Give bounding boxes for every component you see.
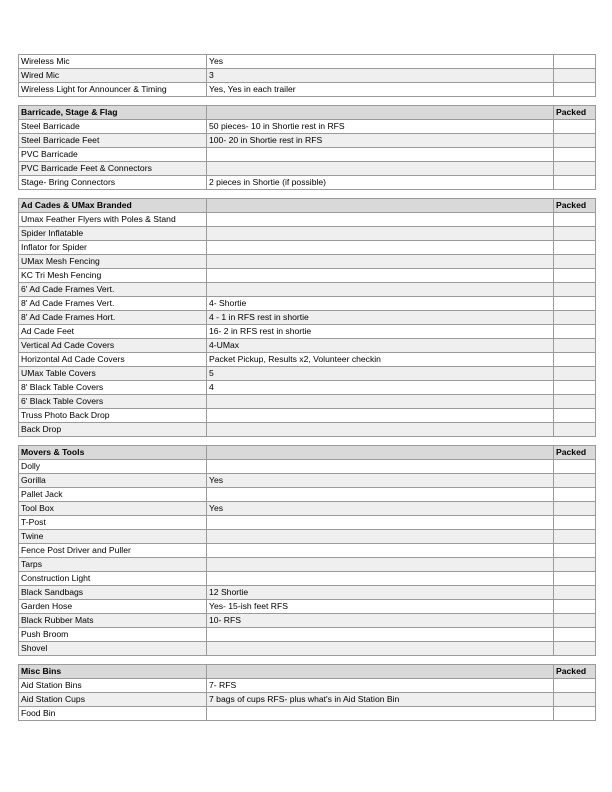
detail-cell: Yes- 15-ish feet RFS (207, 600, 554, 614)
packed-cell (554, 83, 596, 97)
item-cell: KC Tri Mesh Fencing (19, 269, 207, 283)
detail-cell (207, 227, 554, 241)
packed-cell (554, 516, 596, 530)
packed-cell (554, 586, 596, 600)
table-row (19, 600, 596, 614)
packed-cell (554, 642, 596, 656)
packed-cell (554, 628, 596, 642)
packed-cell (554, 423, 596, 437)
item-cell: 8' Black Table Covers (19, 381, 207, 395)
table-row (19, 227, 596, 241)
detail-cell: Yes, Yes in each trailer (207, 83, 554, 97)
section-header-blank (207, 199, 554, 213)
detail-cell (207, 283, 554, 297)
detail-cell: 12 Shortie (207, 586, 554, 600)
item-cell: UMax Mesh Fencing (19, 255, 207, 269)
item-cell: Black Sandbags (19, 586, 207, 600)
table-row (19, 409, 596, 423)
detail-cell (207, 213, 554, 227)
detail-cell (207, 148, 554, 162)
table-row (19, 83, 596, 97)
item-cell: Gorilla (19, 474, 207, 488)
item-cell: Fence Post Driver and Puller (19, 544, 207, 558)
packed-cell (554, 227, 596, 241)
table-row (19, 586, 596, 600)
section-header-row (19, 106, 596, 120)
packed-cell (554, 395, 596, 409)
table-row (19, 707, 596, 721)
packed-cell (554, 474, 596, 488)
detail-cell: 3 (207, 69, 554, 83)
table-row (19, 423, 596, 437)
packed-cell (554, 297, 596, 311)
section-title: Barricade, Stage & Flag (19, 106, 207, 120)
table-row (19, 395, 596, 409)
item-cell: T-Post (19, 516, 207, 530)
packed-cell (554, 693, 596, 707)
packed-cell (554, 213, 596, 227)
packed-cell (554, 311, 596, 325)
item-cell: UMax Table Covers (19, 367, 207, 381)
packed-column-header: Packed (554, 446, 596, 460)
table-row (19, 255, 596, 269)
table-row (19, 55, 596, 69)
packed-cell (554, 55, 596, 69)
item-cell: Wireless Mic (19, 55, 207, 69)
table-row (19, 460, 596, 474)
detail-cell (207, 241, 554, 255)
item-cell: Twine (19, 530, 207, 544)
table-row (19, 628, 596, 642)
table-row (19, 297, 596, 311)
table-row (19, 367, 596, 381)
table-row (19, 134, 596, 148)
table-row (19, 558, 596, 572)
item-cell: 6' Black Table Covers (19, 395, 207, 409)
table-row (19, 516, 596, 530)
table-row (19, 69, 596, 83)
detail-cell: 4 - 1 in RFS rest in shortie (207, 311, 554, 325)
spacer-cell (554, 97, 596, 106)
table-row (19, 339, 596, 353)
detail-cell: Yes (207, 55, 554, 69)
item-cell: Dolly (19, 460, 207, 474)
packed-cell (554, 69, 596, 83)
item-cell: 8' Ad Cade Frames Hort. (19, 311, 207, 325)
table-row (19, 311, 596, 325)
packed-cell (554, 558, 596, 572)
detail-cell: 100- 20 in Shortie rest in RFS (207, 134, 554, 148)
packed-cell (554, 614, 596, 628)
packed-cell (554, 134, 596, 148)
packed-cell (554, 502, 596, 516)
packed-cell (554, 162, 596, 176)
table-row (19, 488, 596, 502)
detail-cell (207, 530, 554, 544)
detail-cell: Yes (207, 502, 554, 516)
table-row (19, 502, 596, 516)
item-cell: Horizontal Ad Cade Covers (19, 353, 207, 367)
spacer-row (19, 97, 596, 106)
packed-cell (554, 707, 596, 721)
section-header-row (19, 446, 596, 460)
item-cell: Aid Station Cups (19, 693, 207, 707)
table-row (19, 614, 596, 628)
table-row (19, 213, 596, 227)
packed-cell (554, 367, 596, 381)
item-cell: PVC Barricade Feet & Connectors (19, 162, 207, 176)
spacer-row (19, 656, 596, 665)
packed-cell (554, 600, 596, 614)
table-row (19, 642, 596, 656)
item-cell: Shovel (19, 642, 207, 656)
section-header-row (19, 199, 596, 213)
detail-cell (207, 423, 554, 437)
packed-cell (554, 269, 596, 283)
table-row (19, 353, 596, 367)
item-cell: Pallet Jack (19, 488, 207, 502)
packed-cell (554, 409, 596, 423)
detail-cell: 4-UMax (207, 339, 554, 353)
packed-cell (554, 353, 596, 367)
spacer-cell (19, 656, 207, 665)
table-row (19, 544, 596, 558)
spacer-cell (19, 190, 207, 199)
detail-cell (207, 628, 554, 642)
detail-cell: 16- 2 in RFS rest in shortie (207, 325, 554, 339)
packed-cell (554, 679, 596, 693)
packed-cell (554, 241, 596, 255)
item-cell: Back Drop (19, 423, 207, 437)
detail-cell: 50 pieces- 10 in Shortie rest in RFS (207, 120, 554, 134)
item-cell: Steel Barricade Feet (19, 134, 207, 148)
table-row (19, 176, 596, 190)
packed-cell (554, 381, 596, 395)
spacer-row (19, 190, 596, 199)
detail-cell: 4- Shortie (207, 297, 554, 311)
spacer-cell (554, 437, 596, 446)
packed-column-header: Packed (554, 199, 596, 213)
section-title: Ad Cades & UMax Branded (19, 199, 207, 213)
packed-cell (554, 325, 596, 339)
section-header-blank (207, 106, 554, 120)
spacer-cell (207, 437, 554, 446)
packed-cell (554, 339, 596, 353)
packed-cell (554, 176, 596, 190)
item-cell: Steel Barricade (19, 120, 207, 134)
item-cell: Food Bin (19, 707, 207, 721)
item-cell: PVC Barricade (19, 148, 207, 162)
packed-column-header: Packed (554, 665, 596, 679)
detail-cell (207, 572, 554, 586)
spacer-cell (554, 656, 596, 665)
equipment-checklist-sheet (18, 54, 594, 721)
item-cell: Ad Cade Feet (19, 325, 207, 339)
item-cell: Construction Light (19, 572, 207, 586)
detail-cell: Packet Pickup, Results x2, Volunteer checkin (207, 353, 554, 367)
detail-cell (207, 409, 554, 423)
table-row (19, 162, 596, 176)
detail-cell (207, 544, 554, 558)
detail-cell (207, 516, 554, 530)
item-cell: Push Broom (19, 628, 207, 642)
detail-cell (207, 269, 554, 283)
spacer-cell (207, 97, 554, 106)
packed-cell (554, 488, 596, 502)
packed-cell (554, 530, 596, 544)
packed-cell (554, 255, 596, 269)
packed-column-header: Packed (554, 106, 596, 120)
detail-cell (207, 488, 554, 502)
item-cell: Vertical Ad Cade Covers (19, 339, 207, 353)
table-row (19, 381, 596, 395)
item-cell: Spider Inflatable (19, 227, 207, 241)
detail-cell: 7 bags of cups RFS- plus what's in Aid Station Bin (207, 693, 554, 707)
table-row (19, 120, 596, 134)
packed-cell (554, 460, 596, 474)
detail-cell (207, 395, 554, 409)
item-cell: Garden Hose (19, 600, 207, 614)
packed-cell (554, 148, 596, 162)
spacer-cell (207, 190, 554, 199)
table-row (19, 148, 596, 162)
section-header-blank (207, 446, 554, 460)
item-cell: 6' Ad Cade Frames Vert. (19, 283, 207, 297)
packed-cell (554, 572, 596, 586)
packed-cell (554, 544, 596, 558)
spacer-cell (554, 190, 596, 199)
item-cell: Black Rubber Mats (19, 614, 207, 628)
spacer-cell (207, 656, 554, 665)
table-row (19, 530, 596, 544)
item-cell: Tarps (19, 558, 207, 572)
item-cell: Stage- Bring Connectors (19, 176, 207, 190)
detail-cell: 7- RFS (207, 679, 554, 693)
detail-cell: 4 (207, 381, 554, 395)
packed-cell (554, 283, 596, 297)
checklist-body (19, 55, 596, 721)
detail-cell: Yes (207, 474, 554, 488)
detail-cell (207, 642, 554, 656)
section-header-blank (207, 665, 554, 679)
equipment-checklist-table (18, 54, 596, 721)
detail-cell (207, 707, 554, 721)
item-cell: Inflator for Spider (19, 241, 207, 255)
detail-cell (207, 558, 554, 572)
table-row (19, 693, 596, 707)
detail-cell: 5 (207, 367, 554, 381)
detail-cell: 2 pieces in Shortie (if possible) (207, 176, 554, 190)
packed-cell (554, 120, 596, 134)
item-cell: Tool Box (19, 502, 207, 516)
spacer-cell (19, 97, 207, 106)
table-row (19, 572, 596, 586)
section-title: Movers & Tools (19, 446, 207, 460)
detail-cell (207, 255, 554, 269)
spacer-row (19, 437, 596, 446)
table-row (19, 241, 596, 255)
table-row (19, 283, 596, 297)
item-cell: 8' Ad Cade Frames Vert. (19, 297, 207, 311)
item-cell: Wired Mic (19, 69, 207, 83)
section-title: Misc Bins (19, 665, 207, 679)
table-row (19, 474, 596, 488)
table-row (19, 325, 596, 339)
table-row (19, 269, 596, 283)
section-header-row (19, 665, 596, 679)
item-cell: Truss Photo Back Drop (19, 409, 207, 423)
item-cell: Aid Station Bins (19, 679, 207, 693)
spacer-cell (19, 437, 207, 446)
item-cell: Wireless Light for Announcer & Timing (19, 83, 207, 97)
table-row (19, 679, 596, 693)
detail-cell: 10- RFS (207, 614, 554, 628)
item-cell: Umax Feather Flyers with Poles & Stand (19, 213, 207, 227)
detail-cell (207, 162, 554, 176)
detail-cell (207, 460, 554, 474)
